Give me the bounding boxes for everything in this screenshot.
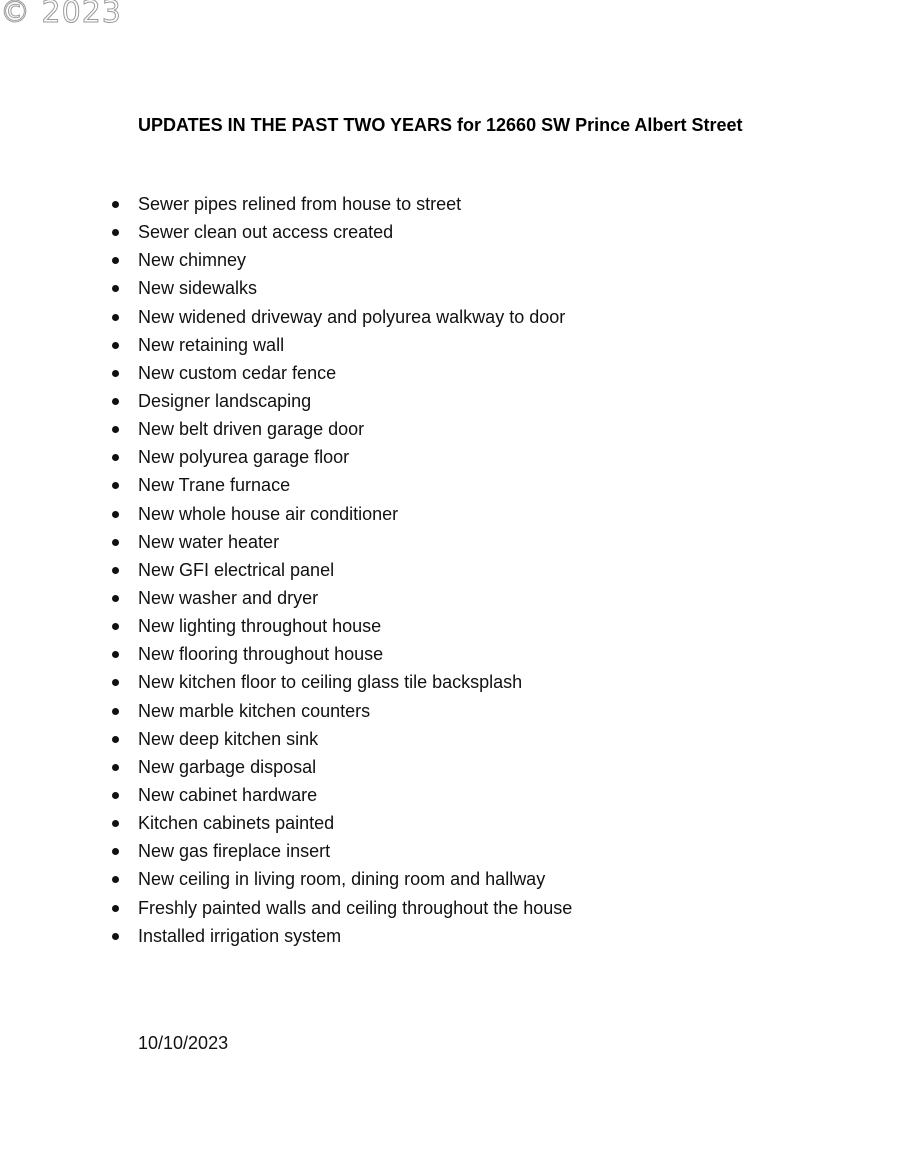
list-item-text: New flooring throughout house — [138, 644, 384, 665]
list-item-text: New gas fireplace insert — [138, 841, 331, 862]
bullet-icon — [112, 370, 119, 377]
list-item-text: Freshly painted walls and ceiling throughout the house — [138, 897, 573, 918]
list-item — [110, 556, 572, 584]
bullet-icon — [112, 342, 119, 349]
list-item — [110, 274, 572, 302]
bullet-icon — [112, 708, 119, 715]
list-item — [110, 922, 572, 950]
bullet-icon — [112, 454, 119, 461]
updates-list — [110, 190, 572, 950]
list-item-text: New whole house air conditioner — [138, 503, 399, 524]
list-item-text: New deep kitchen sink — [138, 728, 319, 749]
list-item — [110, 781, 572, 809]
bullet-icon — [112, 285, 119, 292]
list-item-text: New Trane furnace — [138, 475, 291, 496]
list-item-text: New sidewalks — [138, 278, 258, 299]
list-item — [110, 809, 572, 837]
list-item-text: New chimney — [138, 250, 247, 271]
bullet-icon — [112, 539, 119, 546]
list-item — [110, 359, 572, 387]
list-item — [110, 612, 572, 640]
list-item — [110, 190, 572, 218]
bullet-icon — [112, 511, 119, 518]
bullet-icon — [112, 482, 119, 489]
list-item-text: New garbage disposal — [138, 756, 317, 777]
list-item — [110, 697, 572, 725]
list-item-text: New custom cedar fence — [138, 362, 337, 383]
list-item-text: New marble kitchen counters — [138, 700, 371, 721]
list-item-text: New belt driven garage door — [138, 419, 365, 440]
list-item-text: New water heater — [138, 531, 280, 552]
list-item-text: Sewer clean out access created — [138, 222, 394, 243]
list-item — [110, 528, 572, 556]
bullet-icon — [112, 933, 119, 940]
bullet-icon — [112, 623, 119, 630]
list-item — [110, 753, 572, 781]
list-item — [110, 500, 572, 528]
list-item-text: New GFI electrical panel — [138, 559, 335, 580]
bullet-icon — [112, 905, 119, 912]
bullet-icon — [112, 426, 119, 433]
bullet-icon — [112, 820, 119, 827]
list-item-text: New kitchen floor to ceiling glass tile backsplash — [138, 672, 523, 693]
bullet-icon — [112, 876, 119, 883]
list-item-text: Installed irrigation system — [138, 925, 342, 946]
document-title: UPDATES IN THE PAST TWO YEARS for 12660 SW Prince Albert Street — [138, 115, 743, 135]
list-item — [110, 584, 572, 612]
bullet-icon — [112, 848, 119, 855]
list-item-text: Sewer pipes relined from house to street — [138, 194, 462, 214]
list-item-text: New washer and dryer — [138, 587, 319, 608]
list-item — [110, 894, 572, 922]
bullet-icon — [112, 314, 119, 321]
list-item-text: New retaining wall — [138, 334, 285, 355]
list-item-text: New polyurea garage floor — [138, 447, 350, 468]
list-item-text: Designer landscaping — [138, 390, 312, 411]
bullet-icon — [112, 679, 119, 686]
document-date: 10/10/2023 — [138, 1033, 229, 1053]
list-item — [110, 640, 572, 668]
bullet-icon — [112, 201, 119, 208]
bullet-icon — [112, 257, 119, 264]
list-item — [110, 415, 572, 443]
list-item — [110, 246, 572, 274]
list-item-text: New cabinet hardware — [138, 784, 318, 805]
bullet-icon — [112, 651, 119, 658]
list-item-text: New lighting throughout house — [138, 616, 382, 637]
list-item-text: New ceiling in living room, dining room and hallway — [138, 869, 546, 890]
list-item — [110, 837, 572, 865]
bullet-icon — [112, 595, 119, 602]
list-item — [110, 331, 572, 359]
bullet-icon — [112, 736, 119, 743]
list-item-text: Kitchen cabinets painted — [138, 813, 335, 834]
list-item — [110, 865, 572, 893]
list-item — [110, 471, 572, 499]
copyright-watermark: © 2023 — [0, 0, 122, 30]
list-item-text: New widened driveway and polyurea walkway to door — [138, 306, 566, 327]
list-item — [110, 387, 572, 415]
bullet-icon — [112, 567, 119, 574]
list-item — [110, 303, 572, 331]
list-item — [110, 725, 572, 753]
bullet-icon — [112, 398, 119, 405]
list-item — [110, 218, 572, 246]
list-item — [110, 668, 572, 696]
bullet-icon — [112, 229, 119, 236]
bullet-icon — [112, 764, 119, 771]
list-item — [110, 443, 572, 471]
bullet-icon — [112, 792, 119, 799]
